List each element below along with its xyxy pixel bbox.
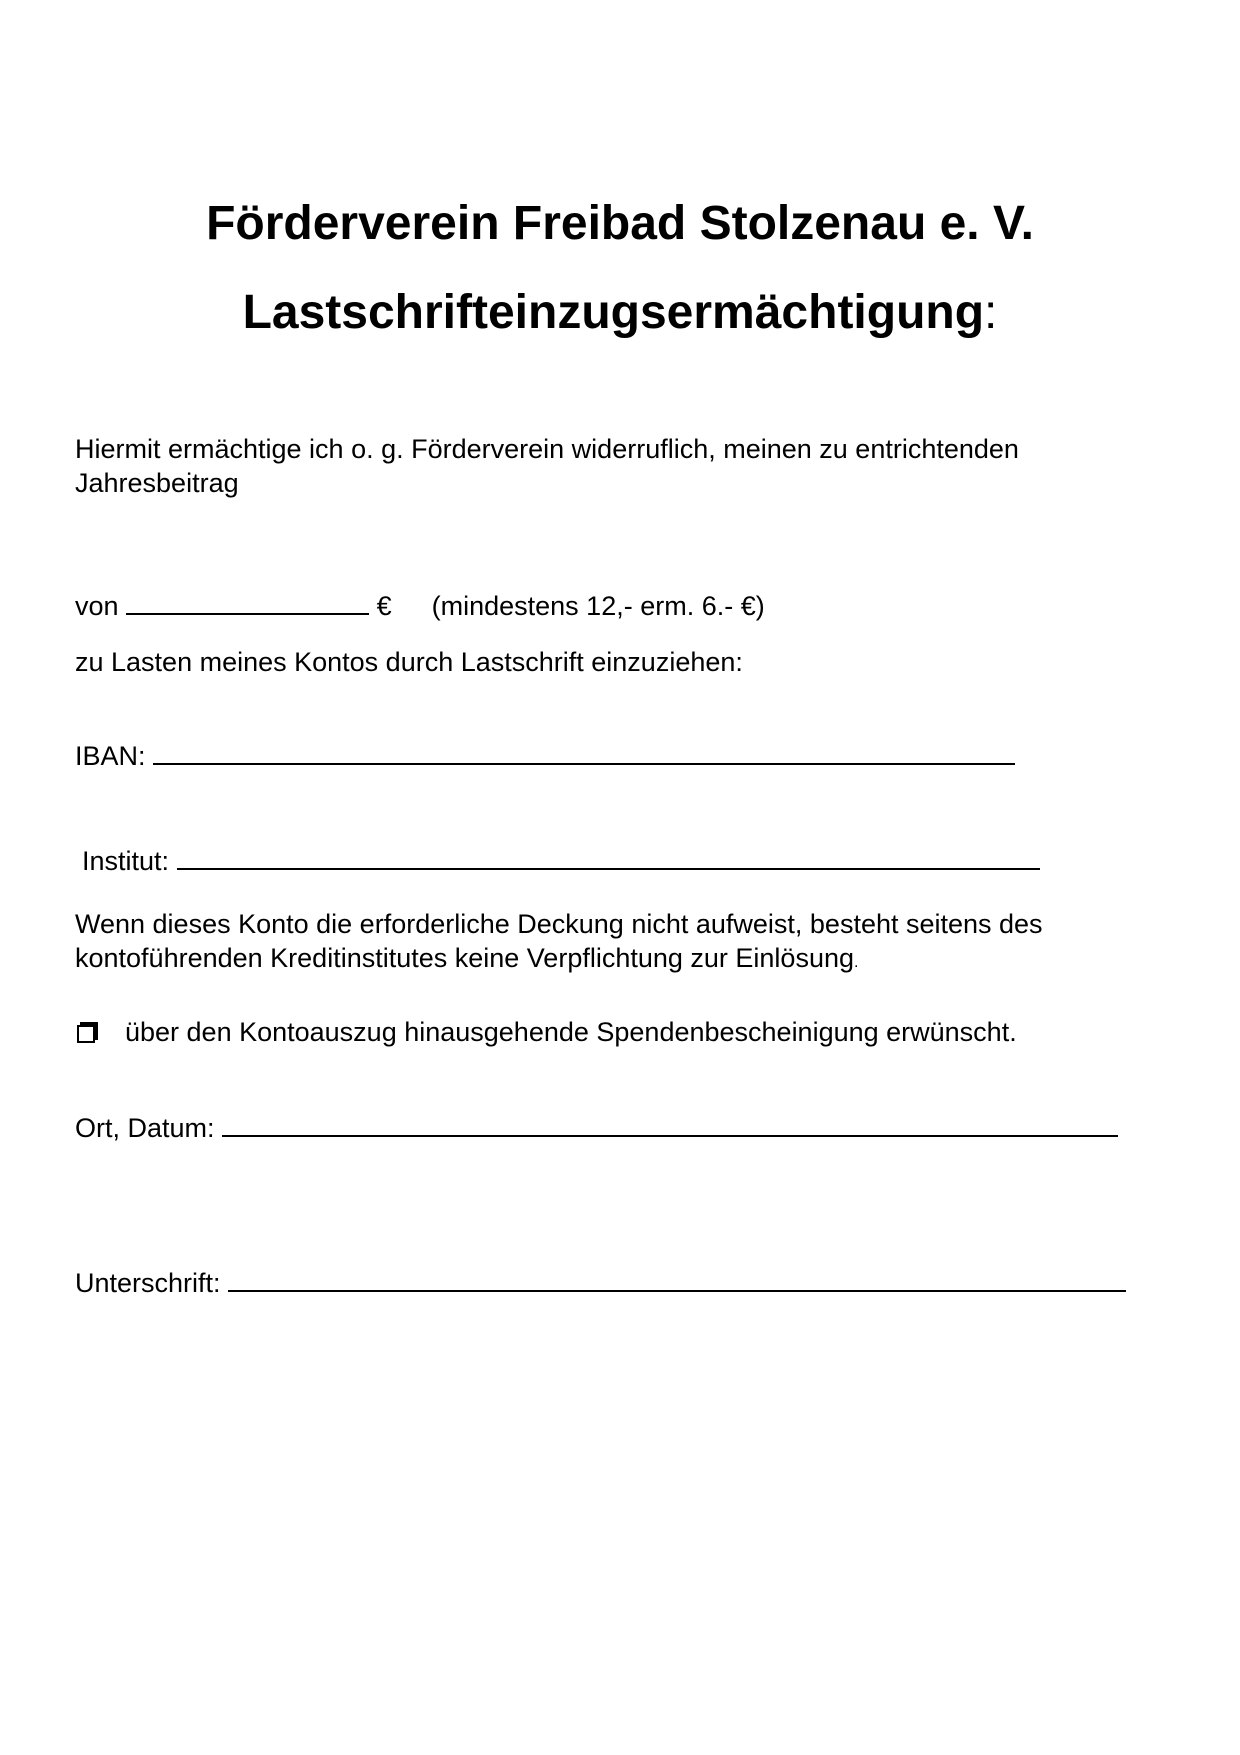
debit-text: zu Lasten meines Kontos durch Lastschrift einzuziehen:: [75, 647, 743, 677]
place-date-label: Ort, Datum:: [75, 1113, 215, 1143]
iban-row: [75, 735, 1015, 773]
amount-currency: €: [376, 591, 392, 621]
form-title-text: Lastschrifteinzugsermächtigung: [242, 286, 985, 339]
place-date-row: [75, 1107, 1118, 1145]
iban-label: IBAN:: [75, 741, 146, 771]
donation-receipt-row: [75, 1015, 1017, 1049]
institut-label: Institut:: [82, 846, 170, 876]
institut-field[interactable]: [177, 840, 1040, 870]
form-title-colon: :: [984, 286, 998, 339]
coverage-paragraph: [75, 907, 1135, 980]
coverage-period: .: [854, 954, 859, 971]
amount-row: [75, 585, 765, 623]
association-title: [0, 196, 1240, 252]
signature-label: Unterschrift:: [75, 1268, 221, 1298]
signature-row: [75, 1262, 1126, 1300]
amount-label: von: [75, 591, 119, 621]
donation-receipt-checkbox[interactable]: [77, 1025, 95, 1043]
intro-paragraph: Hiermit ermächtige ich o. g. Förderverein widerruflich, meinen zu entrichtenden Jahresbeitrag: [75, 434, 1019, 498]
donation-receipt-label: über den Kontoauszug hinausgehende Spendenbescheinigung erwünscht.: [125, 1017, 1017, 1047]
form-title: [0, 285, 1240, 341]
place-date-field[interactable]: [222, 1107, 1118, 1137]
amount-field[interactable]: [126, 585, 369, 615]
coverage-text: Wenn dieses Konto die erforderliche Deckung nicht aufweist, besteht seitens des kontoführenden Kreditinstitutes keine Verpflichtung zur Einlösung: [75, 909, 1043, 973]
association-name: Förderverein Freibad Stolzenau e. V.: [206, 197, 1034, 250]
signature-field[interactable]: [228, 1262, 1126, 1292]
institut-row: [82, 840, 1040, 878]
amount-minimum-note: (mindestens 12,- erm. 6.- €): [431, 591, 765, 621]
iban-field[interactable]: [153, 735, 1015, 765]
